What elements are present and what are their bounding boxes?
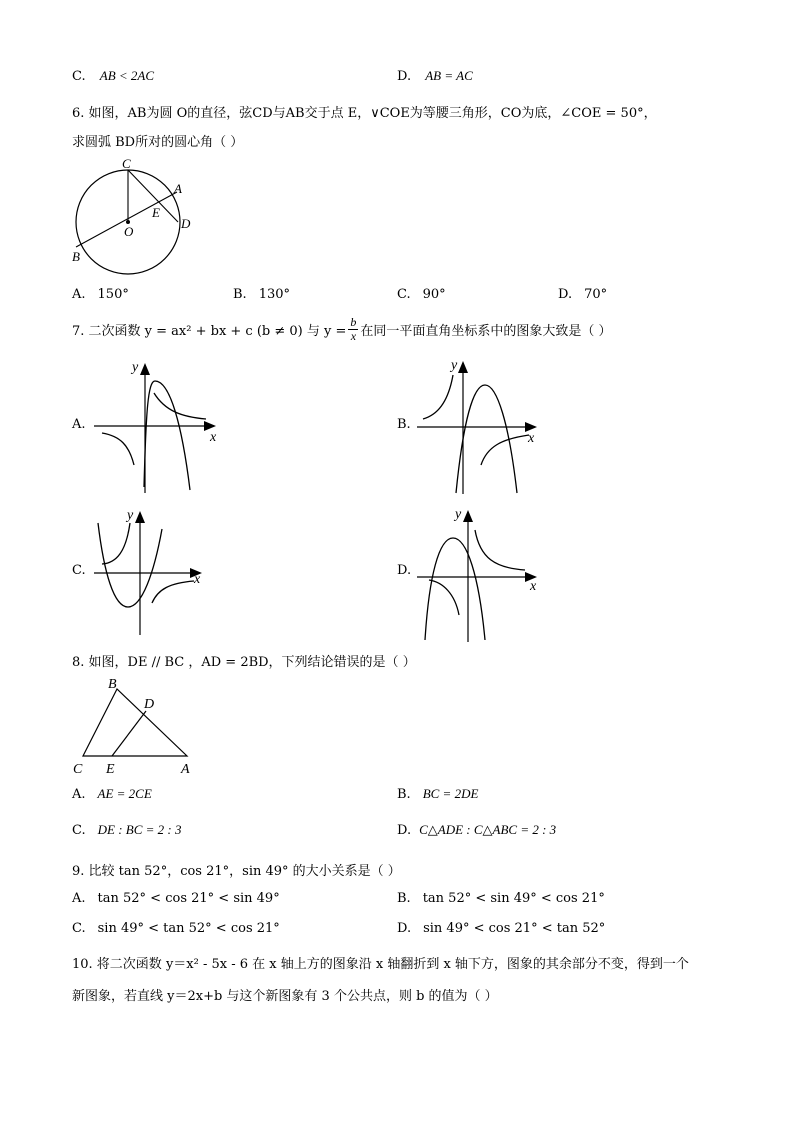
q6-circle-figure (60, 155, 210, 270)
x-label: x (530, 579, 537, 594)
hyperbola-branch-lower (481, 435, 529, 465)
label-b: B (72, 249, 80, 264)
label-b: B (108, 677, 117, 692)
q6-option-d: D. 70° (558, 287, 608, 302)
parabola (144, 381, 190, 490)
x-label: x (528, 431, 535, 446)
q10-stem-line2: 新图象，若直线 y＝2x+b 与这个新图象有 3 个公共点，则 b 的值为（ ） (72, 989, 498, 1004)
y-arrow-icon (135, 511, 145, 523)
q6-option-c: C. 90° (397, 287, 446, 302)
q10-stem-line1: 10. 将二次函数 y＝x² - 5x - 6 在 x 轴上方的图象沿 x 轴翻折到 x 轴下方，图象的其余部分不变，得到一个 (72, 957, 689, 972)
q8-option-c: C. DE : BC = 2 : 3 (72, 822, 182, 838)
q9-option-b: B. tan 52° < sin 49° < cos 21° (397, 891, 605, 906)
q7-graph-b (413, 353, 548, 495)
q9-option-d: D. sin 49° < cos 21° < tan 52° (397, 921, 606, 936)
q7-fraction: $\frac{b}{x}$ (350, 315, 357, 343)
q9-option-c: C. sin 49° < tan 52° < cos 21° (72, 921, 280, 936)
q7-graph-d (413, 500, 548, 645)
q7-graph-a (90, 355, 225, 495)
q5-option-c: C. AB < 2AC (72, 68, 155, 84)
x-label: x (210, 430, 217, 445)
hyperbola-branch-lower (102, 433, 134, 465)
q5-option-d: D. AB = AC (397, 68, 473, 84)
label-e: E (152, 205, 160, 220)
hyperbola-branch-lower (152, 581, 194, 603)
q8-triangle-figure (70, 673, 200, 778)
hyperbola-branch-upper (423, 375, 453, 419)
q7-option-d-letter: D. (397, 563, 412, 578)
q6-stem-line2: 求圆弧 BD所对的圆心角（ ） (72, 135, 244, 150)
label-d: D (181, 216, 191, 231)
hyperbola-branch-lower (429, 580, 459, 615)
q7-stem: 7. 二次函数 y = ax² + bx + c (b ≠ 0) 与 y = $\frac{b}{x}$ 在同一平面直角坐标系中的图象大致是（ ） (72, 315, 612, 343)
y-arrow-icon (458, 361, 468, 373)
q7-option-a-letter: A. (72, 417, 86, 432)
segment-de (112, 711, 146, 756)
x-label: x (194, 572, 201, 587)
q9-stem: 9. 比较 tan 52°，cos 21°，sin 49° 的大小关系是（ ） (72, 864, 401, 879)
y-arrow-icon (140, 363, 150, 375)
q6-option-b: B. 130° (233, 287, 291, 302)
y-label: y (455, 507, 462, 522)
q7-graph-c (90, 503, 215, 638)
label-e: E (106, 762, 115, 777)
parabola (456, 385, 517, 493)
q6-stem-line1: 6. 如图，AB为圆 O的直径，弦CD与AB交于点 E，∨COE为等腰三角形，CO为底，∠COE = 50°， (72, 106, 657, 121)
label-o: O (124, 224, 134, 239)
triangle-abc (83, 689, 187, 756)
label-a: A (181, 762, 190, 777)
q9-option-a: A. tan 52° < cos 21° < sin 49° (72, 891, 280, 906)
y-arrow-icon (463, 510, 473, 522)
q8-stem: 8. 如图，DE // BC ，AD = 2BD，下列结论错误的是（ ） (72, 655, 416, 670)
y-label: y (127, 508, 134, 523)
hyperbola-branch-upper (102, 523, 130, 564)
label-a: A (174, 181, 182, 196)
hyperbola-branch-upper (154, 393, 206, 419)
q8-option-b: B. BC = 2DE (397, 786, 479, 802)
parabola (425, 538, 485, 640)
label-c: C (73, 762, 83, 777)
q8-option-a: A. AE = 2CE (72, 786, 152, 802)
parabola (98, 523, 162, 607)
label-d: D (144, 697, 155, 712)
q7-option-b-letter: B. (397, 417, 411, 432)
hyperbola-branch-upper (475, 530, 525, 570)
q7-option-c-letter: C. (72, 563, 86, 578)
label-c: C (122, 156, 131, 171)
y-label: y (132, 360, 139, 375)
q8-option-d: D. C△ADE : C△ABC = 2 : 3 (397, 822, 557, 838)
q6-option-a: A. 150° (72, 287, 129, 302)
y-label: y (451, 358, 458, 373)
